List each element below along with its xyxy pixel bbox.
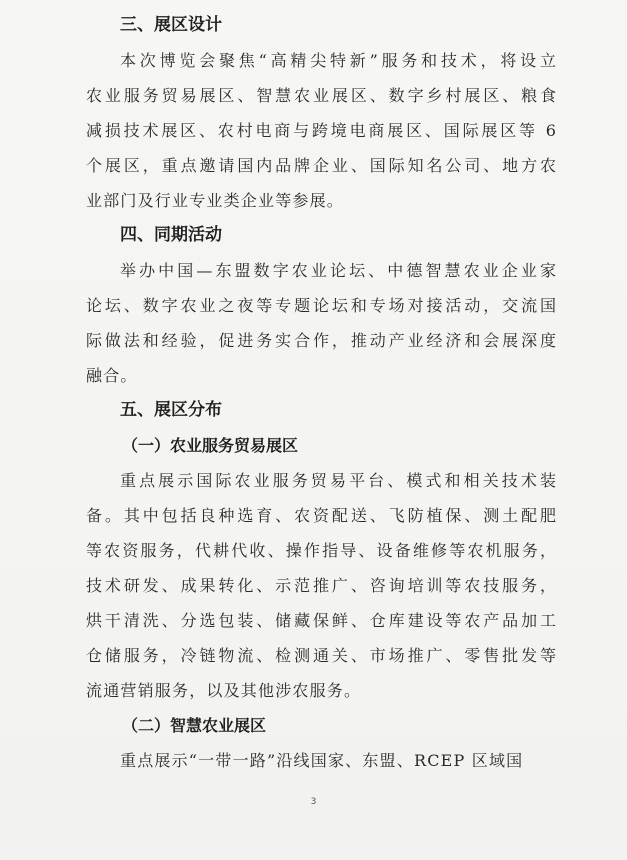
paragraph: [86, 43, 556, 218]
section-heading: 四、同期活动: [120, 225, 222, 245]
paragraph-line: 业部门及行业专业类企业等参展。: [86, 191, 345, 210]
paragraph: [86, 253, 556, 393]
paragraph: [86, 463, 556, 708]
paragraph-line: 本次博览会聚焦“高精尖特新”服务和技术，将设立: [120, 51, 556, 70]
paragraph-line: 个展区，重点邀请国内品牌企业、国际知名公司、地方农: [86, 156, 556, 175]
document-body: [86, 8, 556, 778]
paragraph-line: 减损技术展区、农村电商与跨境电商展区、国际展区等 6: [86, 121, 556, 140]
paragraph-line: 技术研发、成果转化、示范推广、咨询培训等农技服务，: [86, 576, 556, 595]
page-number: 3: [310, 797, 317, 807]
paragraph-line: 备。其中包括良种选育、农资配送、飞防植保、测土配肥: [86, 506, 556, 525]
paragraph-line: 论坛、数字农业之夜等专题论坛和专场对接活动，交流国: [86, 296, 556, 315]
paragraph-line: 融合。: [86, 366, 138, 385]
section-subheading: （二）智慧农业展区: [122, 716, 267, 735]
paragraph-line: 流通营销服务，以及其他涉农服务。: [86, 681, 362, 700]
paragraph-line: 农业服务贸易展区、智慧农业展区、数字乡村展区、粮食: [86, 86, 556, 105]
paragraph-line: 重点展示国际农业服务贸易平台、模式和相关技术装: [120, 471, 556, 490]
paragraph-line: 重点展示“一带一路”沿线国家、东盟、RCEP 区域国: [120, 751, 524, 770]
paragraph-line: 举办中国—东盟数字农业论坛、中德智慧农业企业家: [120, 261, 556, 280]
paragraph-line: 仓储服务，冷链物流、检测通关、市场推广、零售批发等: [86, 646, 556, 665]
paragraph-line: 际做法和经验，促进务实合作，推动产业经济和会展深度: [86, 331, 556, 350]
paragraph-line: 等农资服务，代耕代收、操作指导、设备维修等农机服务，: [86, 541, 556, 560]
section-subheading: （一）农业服务贸易展区: [122, 436, 299, 455]
paragraph-line: 烘干清洗、分选包装、储藏保鲜、仓库建设等农产品加工: [86, 611, 556, 630]
paragraph: [86, 743, 556, 778]
section-heading: 五、展区分布: [120, 400, 222, 420]
section-heading: 三、展区设计: [120, 15, 222, 35]
